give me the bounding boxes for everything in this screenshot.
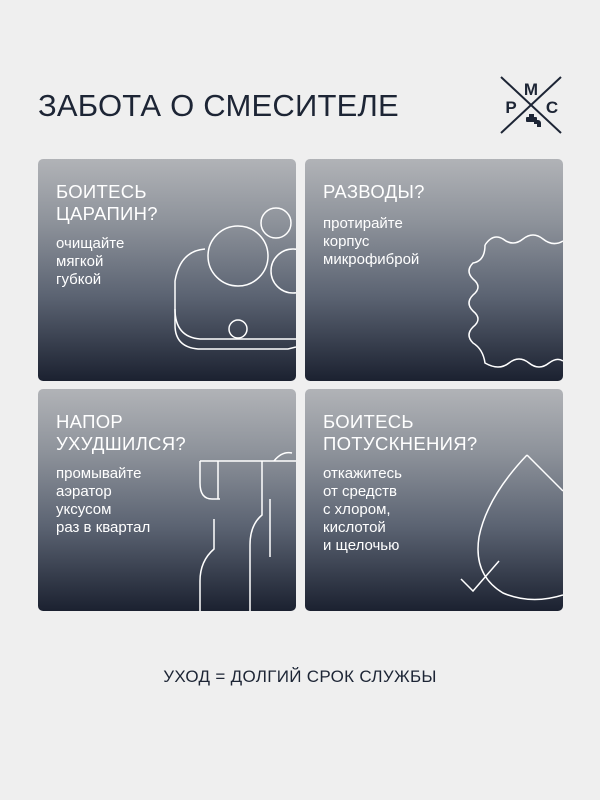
spray-bottle-icon <box>38 389 296 611</box>
sponge-icon <box>38 159 296 381</box>
card-description: промывайте аэратор уксусом раз в квартал <box>56 465 151 536</box>
logo-letter-p: Р <box>505 98 517 117</box>
tip-card-tarnish <box>305 389 563 611</box>
brand-logo <box>498 76 564 136</box>
logo-letter-c: С <box>545 98 559 117</box>
logo-letter-m: М <box>523 80 539 99</box>
card-description: очищайте мягкой губкой <box>56 235 125 288</box>
card-description: откажитесь от средств с хлором, кислотой и щелочью <box>323 465 402 554</box>
page-title: ЗАБОТА О СМЕСИТЕЛЕ <box>38 88 399 123</box>
drop-check-icon <box>305 389 563 611</box>
tip-card-scratches <box>38 159 296 381</box>
tip-card-pressure <box>38 389 296 611</box>
microfiber-cloth-icon <box>305 159 563 381</box>
card-title: НАПОР УХУДШИЛСЯ? <box>56 411 186 454</box>
card-title: БОИТЕСЬ ПОТУСКНЕНИЯ? <box>323 411 478 454</box>
card-title: БОИТЕСЬ ЦАРАПИН? <box>56 181 158 224</box>
card-title: РАЗВОДЫ? <box>323 181 425 202</box>
card-description: протирайте корпус микрофиброй <box>323 215 420 268</box>
footer-tagline: УХОД = ДОЛГИЙ СРОК СЛУЖБЫ <box>163 667 437 686</box>
tip-card-streaks <box>305 159 563 381</box>
faucet-icon <box>526 114 541 127</box>
